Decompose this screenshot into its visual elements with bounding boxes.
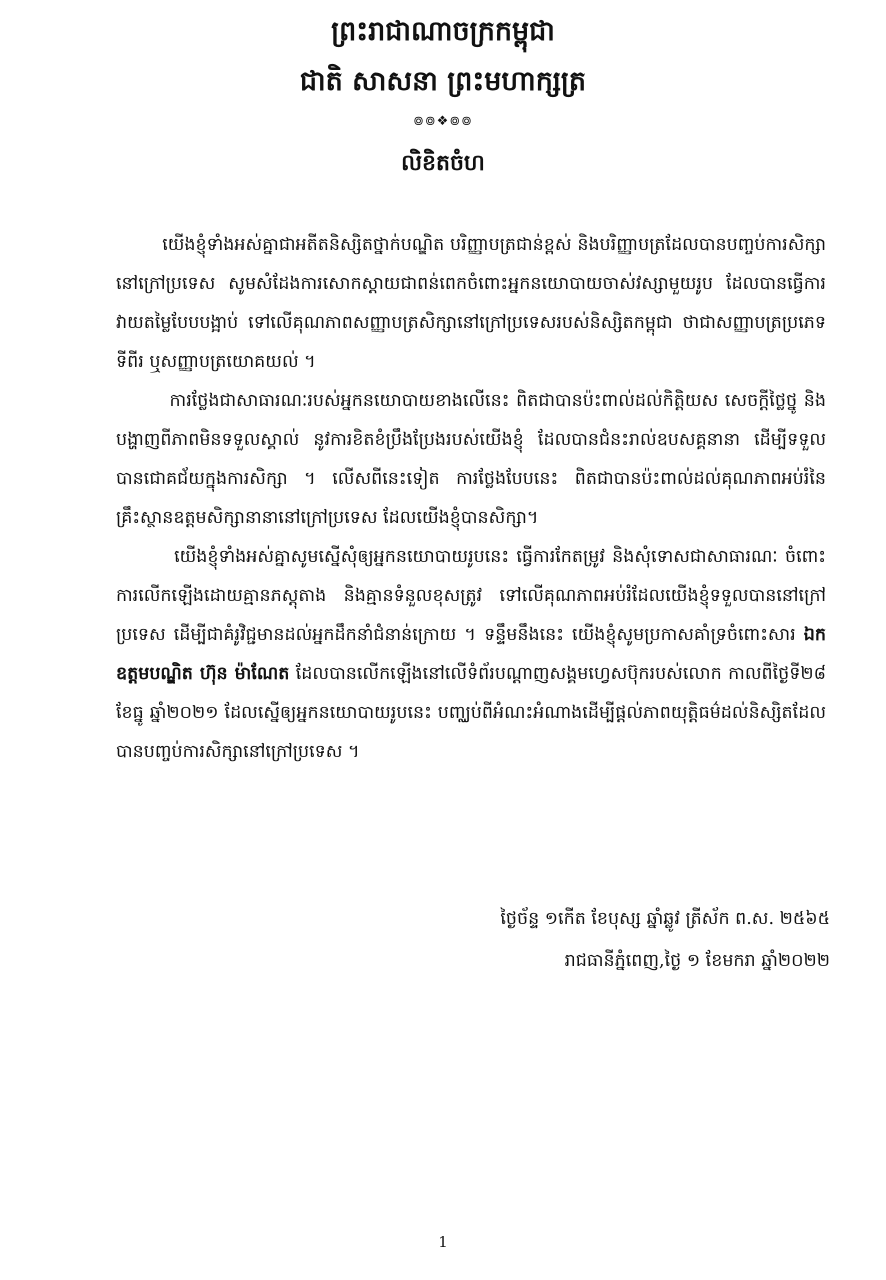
dateline <box>500 898 830 982</box>
indent-space <box>116 235 162 255</box>
paragraph-1-text: យើងខ្ញុំទាំងអស់គ្នាជាអតីតនិស្សិតថ្នាក់បណ្ឌិត បរិញ្ញាបត្រជាន់ខ្ពស់ និងបរិញ្ញាបត្រដែលបានបញ្ចប់ការសិក្សានៅក្រៅប្រទេស សូមសំដែងការសោកស្ដាយជាពន់ពេកចំពោះអ្នកនយោបាយចាស់វស្សាមួយរូប ដែលបានធ្វើការវាយតម្លៃបែបបង្អាប់ ទៅលើគុណភាពសញ្ញាបត្រសិក្សានៅក្រៅប្រទេសរបស់និស្សិតកម្ពុជា ថាជាសញ្ញាបត្រប្រភេទទីពីរ ឬសញ្ញាបត្រយោគយល់ ។ <box>116 235 826 372</box>
ornament-divider: ៙៙❖៙៙ <box>413 114 473 129</box>
page-number: 1 <box>438 1233 448 1251</box>
letter-body <box>116 226 832 772</box>
paragraph-1 <box>116 226 826 382</box>
national-motto: ជាតិ សាសនា ព្រះមហាក្សត្រ <box>299 66 587 97</box>
paragraph-2-text: ការថ្លែងជាសាធារណៈរបស់អ្នកនយោបាយខាងលើនេះ ពិតជាបានប៉ះពាល់ដល់កិត្តិយស សេចក្ដីថ្លៃថ្នូ និងបង្ហាញពីភាពមិនទទួលស្គាល់ នូវការខិតខំប្រឹងប្រែងរបស់យើងខ្ញុំ ដែលបានជំនះរាល់ឧបសគ្គនានា ដើម្បីទទួលបានជោគជ័យក្នុងការសិក្សា ។ លើសពីនេះទៀត ការថ្លែងបែបនេះ ពិតជាបានប៉ះពាល់ដល់គុណភាពអប់រំនៃគ្រឹះស្ថានឧត្ដមសិក្សានានានៅក្រៅប្រទេស ដែលយើងខ្ញុំបានសិក្សា។ <box>116 391 826 528</box>
lunar-date: ថ្ងៃច័ន្ទ ១កើត ខែបុស្ស ឆ្នាំឆ្លូវ ត្រីស័ក ព.ស. ២៥៦៥ <box>500 909 830 929</box>
paragraph-3-text-after: ដែលបានលើកឡើងនៅលើទំព័របណ្ដាញសង្គមហ្វេសប៊ុករបស់លោក កាលពីថ្ងៃទី២៨ ខែធ្នូ ឆ្នាំ២០២១ ដែលស្នើឲ្យអ្នកនយោបាយរូបនេះ បញ្ឈប់ពីអំណះអំណាងដើម្បីផ្ដល់ភាពយុត្តិធម៌ដល់និស្សិតដែលបានបញ្ចប់ការសិក្សានៅក្រៅប្រទេស ។ <box>116 664 832 762</box>
paragraph-3-text-before: យើងខ្ញុំទាំងអស់គ្នាសូមស្នើសុំឲ្យអ្នកនយោបាយរូបនេះ ធ្វើការកែតម្រូវ និងសុំទោសជាសាធារណៈ ចំពោះការលើកឡើងដោយគ្មានភស្ដុតាង និងគ្មានទំនួលខុសត្រូវ ទៅលើគុណភាពអប់រំដែលយើងខ្ញុំទទួលបាននៅក្រៅប្រទេស ដើម្បីជាគំរូវិជ្ជមានដល់អ្នកដឹកនាំជំនាន់ក្រោយ ។ ទន្ទឹមនឹងនេះ យើងខ្ញុំសូមប្រកាសគាំទ្រចំពោះសារ <box>116 547 826 645</box>
place-date: រាជធានីភ្នំពេញ,ថ្ងៃ ១ ខែមករា ឆ្នាំ២០២២ <box>564 951 830 971</box>
paragraph-2 <box>116 382 826 538</box>
indent-space <box>116 547 174 567</box>
paragraph-3 <box>116 538 832 772</box>
kingdom-heading: ព្រះរាជាណាចក្រកម្ពុជា <box>331 16 555 47</box>
document-title: លិខិតចំហ <box>401 151 485 176</box>
indent-space <box>116 391 170 411</box>
letter-header <box>0 6 886 134</box>
paragraph-3-bold-name: ឯកឧត្តមបណ្ឌិត ហ៊ុន ម៉ាណែត <box>116 625 826 684</box>
